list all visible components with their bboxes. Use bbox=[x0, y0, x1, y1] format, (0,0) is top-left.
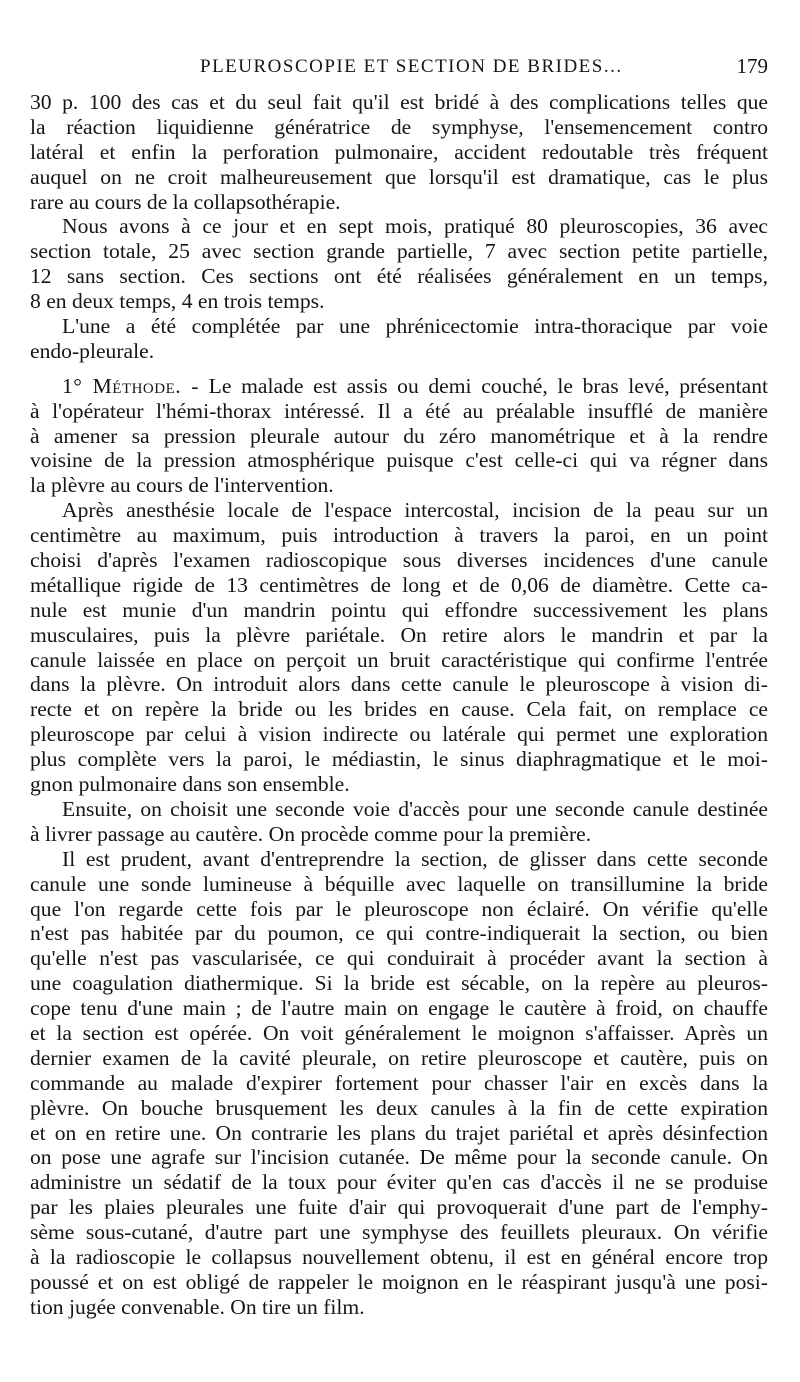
text-line: et on en retire une. On contrarie les plans du trajet pariétal et après désinfection bbox=[30, 1120, 768, 1145]
text-line: Ensuite, on choisit une seconde voie d'accès pour une seconde canule destinée bbox=[62, 796, 768, 821]
text-line: 30 p. 100 des cas et du seul fait qu'il est bridé à des complications telles que bbox=[30, 90, 768, 114]
text-line: musculaires, puis la plèvre pariétale. On retire alors le mandrin et par la bbox=[30, 622, 768, 647]
text-line: 12 sans section. Ces sections ont été réalisées généralement en un temps, bbox=[30, 264, 768, 289]
text-line: une coagulation diathermique. Si la bride est sécable, on la repère au pleuros- bbox=[30, 971, 768, 996]
paragraph bbox=[30, 797, 768, 847]
text-line: canule une sonde lumineuse à béquille avec laquelle on transillumine la bride bbox=[30, 871, 768, 896]
text-line: que l'on regarde cette fois par le pleuroscope non éclairé. On vérifie qu'elle bbox=[30, 896, 768, 921]
text-line: par les plaies pleurales une fuite d'air qui provoquerait d'une part de l'emphy- bbox=[30, 1195, 768, 1220]
text-line: métallique rigide de 13 centimètres de long et de 0,06 de diamètre. Cette ca- bbox=[30, 572, 768, 597]
text-line: section totale, 25 avec section grande partielle, 7 avec section petite partielle, bbox=[30, 239, 768, 264]
text-line: L'une a été complétée par une phrénicectomie intra-thoracique par voie bbox=[62, 314, 768, 339]
text-line: centimètre au maximum, puis introduction à travers la paroi, en un point bbox=[30, 523, 768, 548]
paragraph bbox=[30, 214, 768, 314]
text-line: qu'elle n'est pas vascularisée, ce qui conduirait à procéder avant la section à bbox=[30, 946, 768, 971]
section-gap bbox=[30, 364, 768, 374]
running-title: PLEUROSCOPIE ET SECTION DE BRIDES... bbox=[200, 56, 623, 77]
text-line: Après anesthésie locale de l'espace intercostal, incision de la peau sur un bbox=[62, 498, 768, 523]
text-line: sème sous-cutané, d'autre part une symphyse des feuillets pleuraux. On vérifie bbox=[30, 1220, 768, 1245]
text-line: Il est prudent, avant d'entreprendre la section, de glisser dans cette seconde bbox=[62, 846, 768, 871]
text-line: cope tenu d'une main ; de l'autre main on engage le cautère à froid, on chauffe bbox=[30, 996, 768, 1021]
page-header bbox=[30, 52, 768, 84]
text-line: Nous avons à ce jour et en sept mois, pratiqué 80 pleuroscopies, 36 avec bbox=[62, 214, 768, 239]
text-line: plus complète vers la paroi, le médiastin, le sinus diaphragmatique et le moi- bbox=[30, 747, 768, 772]
text-line: recte et on repère la bride ou les brides en cause. Cela fait, on remplace ce bbox=[30, 697, 768, 722]
text-line: dans la plèvre. On introduit alors dans cette canule le pleuroscope à vision di- bbox=[30, 672, 768, 697]
text-line: pleuroscope par celui à vision indirecte ou latérale qui permet une exploration bbox=[30, 722, 768, 747]
paragraph bbox=[30, 498, 768, 797]
text-line: tion jugée convenable. On tire un film. bbox=[30, 1294, 365, 1319]
text-line: à amener sa pression pleurale autour du zéro manométrique et à la rendre bbox=[30, 423, 768, 448]
paragraph bbox=[30, 314, 768, 364]
text-line: auquel on ne croit malheureusement que lorsqu'il est dramatique, cas le plus bbox=[30, 164, 768, 189]
text-line: n'est pas habitée par du poumon, ce qui contre-indiquerait la section, ou bien bbox=[30, 921, 768, 946]
text-line: 8 en deux temps, 4 en trois temps. bbox=[30, 289, 325, 314]
text-line: la plèvre au cours de l'intervention. bbox=[30, 473, 334, 498]
method-heading: 1° Méthode. - bbox=[62, 373, 199, 398]
text-line: canule laissée en place on perçoit un bruit caractéristique qui confirme l'entrée bbox=[30, 647, 768, 672]
text-line: gnon pulmonaire dans son ensemble. bbox=[30, 772, 350, 797]
text-run: Le malade est assis ou demi couché, le bras levé, présentant bbox=[208, 373, 768, 398]
page-number: 179 bbox=[736, 54, 768, 78]
text-line: dernier examen de la cavité pleurale, on retire pleuroscope et cautère, puis on bbox=[30, 1045, 768, 1070]
text-line: rare au cours de la collapsothérapie. bbox=[30, 189, 341, 214]
text-line: administre un sédatif de la toux pour éviter qu'en cas d'accès il ne se produise bbox=[30, 1170, 768, 1195]
text-line: à livrer passage au cautère. On procède comme pour la première. bbox=[30, 821, 592, 846]
text-line: choisi d'après l'examen radioscopique sous diverses incidences d'une canule bbox=[30, 548, 768, 573]
page-body bbox=[30, 90, 768, 1320]
text-line: à l'opérateur l'hémi-thorax intéressé. Il a été au préalable insufflé de manière bbox=[30, 398, 768, 423]
text-line: plèvre. On bouche brusquement les deux canules à la fin de cette expiration bbox=[30, 1095, 768, 1120]
method-paragraph bbox=[30, 374, 768, 498]
text-line: endo-pleurale. bbox=[30, 338, 155, 363]
text-line: latéral et enfin la perforation pulmonaire, accident redoutable très fréquent bbox=[30, 139, 768, 164]
text-line: voisine de la pression atmosphérique puisque c'est celle-ci qui va régner dans bbox=[30, 448, 768, 473]
paragraph bbox=[30, 90, 768, 214]
text-line: nule est munie d'un mandrin pointu qui effondre successivement les plans bbox=[30, 597, 768, 622]
paragraph bbox=[30, 847, 768, 1320]
text-line: la réaction liquidienne génératrice de symphyse, l'ensemencement contro bbox=[30, 114, 768, 139]
text-line: poussé et on est obligé de rappeler le moignon en le réaspirant jusqu'à une posi- bbox=[30, 1269, 768, 1294]
text-line: on pose une agrafe sur l'incision cutanée. De même pour la seconde canule. On bbox=[30, 1145, 768, 1170]
text-line: à la radioscopie le collapsus nouvellement obtenu, il est en général encore trop bbox=[30, 1244, 768, 1269]
text-line: et la section est opérée. On voit généralement le moignon s'affaisser. Après un bbox=[30, 1020, 768, 1045]
text-line bbox=[30, 374, 768, 399]
text-line: commande au malade d'expirer fortement pour chasser l'air en excès dans la bbox=[30, 1070, 768, 1095]
